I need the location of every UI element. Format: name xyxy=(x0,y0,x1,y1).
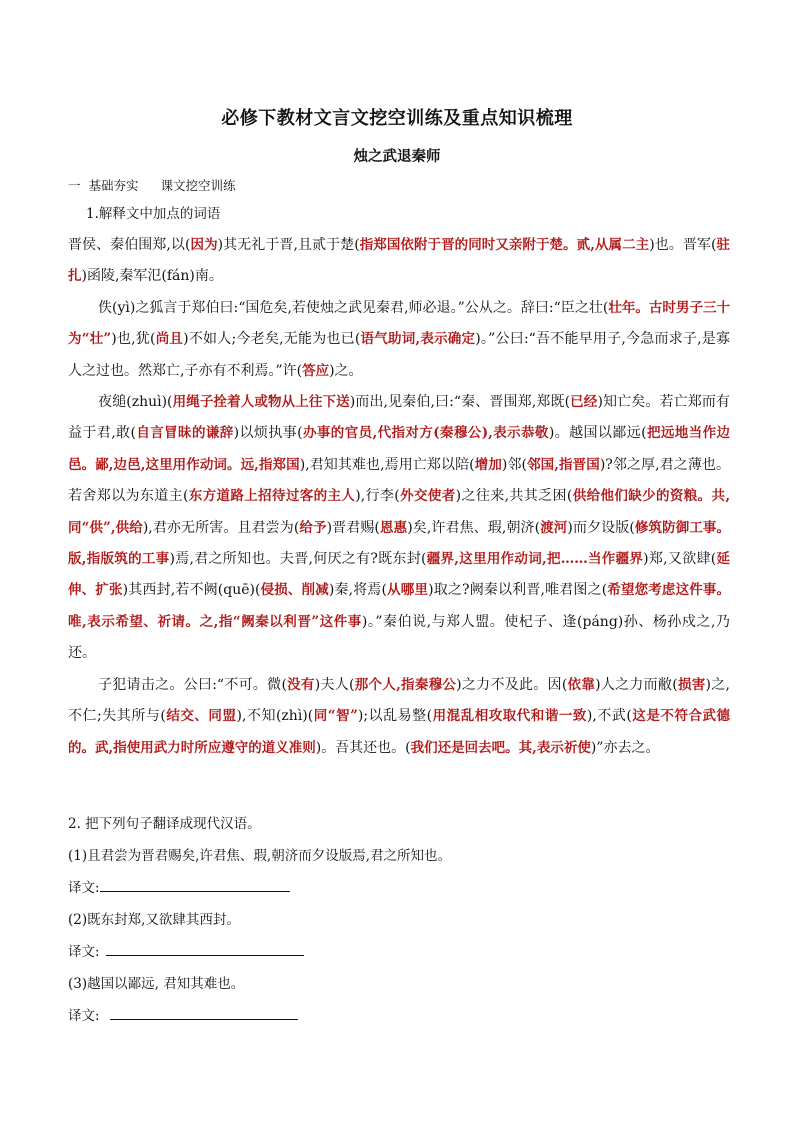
passage-text: )之。 xyxy=(329,362,363,379)
passage-text: )之,不仁;失其所与( xyxy=(68,676,730,725)
answer-annotation: 用绳子拴着人或物从上往下送 xyxy=(172,394,350,411)
answer-annotation: 依靠 xyxy=(567,676,596,693)
answer-annotation: 恩惠 xyxy=(379,519,408,536)
q2-answer-row-1 xyxy=(68,872,728,904)
answer-annotation: 办事的官员,代指对方(秦穆公),表示恭敬 xyxy=(302,425,549,442)
answer-annotation: 东方道路上招待过客的主人 xyxy=(188,488,356,505)
passage-text: 夜缒(zhuì)( xyxy=(98,394,173,411)
answer-blank-3[interactable] xyxy=(110,1005,298,1020)
passage-text: ),不武( xyxy=(586,708,632,725)
passage-paragraph xyxy=(68,387,730,670)
passage-text: )郑,又欲肆( xyxy=(643,551,717,568)
section-label: 基础夯实 xyxy=(88,178,139,193)
passage-text: )之力不及此。因( xyxy=(456,676,568,693)
answer-annotation: 结交、同盟 xyxy=(165,708,237,725)
q2-answer-row-3 xyxy=(68,1000,728,1032)
answer-annotation: 已经 xyxy=(570,394,598,411)
answer-annotation: 指郑国依附于晋的同时又亲附于楚。贰,从属二主 xyxy=(359,237,650,253)
answer-annotation: 答应 xyxy=(302,362,330,379)
passage-text: )。吾其还也。( xyxy=(315,739,411,756)
answer-annotation: 用混乱相攻取代和谐一致 xyxy=(432,708,587,725)
passage-text: 子犯请击之。公曰:“不可。微( xyxy=(98,676,287,693)
passage-text: )邻( xyxy=(501,456,528,473)
answer-label: 译文: xyxy=(68,1008,100,1024)
passage-text: )其西封,若不阙(quē)( xyxy=(122,582,261,599)
answer-annotation: 外交使者 xyxy=(399,488,456,505)
passage-text: )函陵,秦军氾(fán)南。 xyxy=(81,268,223,285)
answer-annotation: 把远地当作边邑。鄙,边邑,这里用作动词。远,指郑国 xyxy=(68,425,730,473)
q2-sentence-1: (1)且君尝为晋君赐矣,许君焦、瑕,朝济而夕设版焉,君之所知也。 xyxy=(68,848,451,864)
question-2-label: 2. 把下列句子翻译成现代汉语。 xyxy=(68,816,261,832)
answer-blank-2[interactable] xyxy=(106,941,304,956)
passage-text: )而出,见秦伯,曰:“秦、晋围郑,郑既( xyxy=(349,394,571,411)
answer-annotation: 增加 xyxy=(474,456,502,473)
answer-annotation: 没有 xyxy=(286,676,315,693)
passage-text: ),行李( xyxy=(355,488,400,505)
question-2 xyxy=(68,808,728,1032)
answer-annotation: 从哪里 xyxy=(387,582,429,599)
passage-text: )秦,将焉( xyxy=(328,582,387,599)
answer-annotation: 我们还是回去吧。其,表示祈使 xyxy=(410,739,591,756)
answer-annotation: 损害 xyxy=(677,676,706,693)
section-subtitle: 课文挖空训练 xyxy=(160,178,236,193)
answer-annotation: 壮年。古时男子三十为“壮” xyxy=(68,299,731,348)
passage-text: ),君亦无所害。且君尝为( xyxy=(142,519,300,536)
passage-text: )以烦执事( xyxy=(233,425,303,442)
passage-text: )也,犹( xyxy=(111,331,156,348)
passage-text: )其无礼于晋,且贰于楚( xyxy=(217,237,360,253)
answer-annotation: 侵损、削减 xyxy=(260,582,329,599)
document-title: 必修下教材文言文挖空训练及重点知识梳理 xyxy=(221,108,573,129)
passage-text: ),不知(zhì)( xyxy=(236,708,314,725)
answer-annotation: 尚且 xyxy=(155,331,184,348)
passage-text: )夫人( xyxy=(314,676,355,693)
passage-text: )?邻之厚,君之薄也。若舍郑以为东道主( xyxy=(68,456,730,505)
answer-annotation: 这是不符合武德的。武,指使用武力时所应遵守的道义准则 xyxy=(68,708,731,756)
q2-sentence-2: (2)既东封郑,又欲肆其西封。 xyxy=(68,912,240,928)
passage-text: )焉,君之所知也。夫晋,何厌之有?既东封( xyxy=(169,551,427,568)
answer-annotation: 希望您考虑这件事。唯,表示希望、祈请。之,指“阙秦以利晋”这件事 xyxy=(68,582,731,630)
lesson-title: 烛之武退秦师 xyxy=(353,148,441,165)
answer-label: 译文: xyxy=(68,944,100,960)
passage-text: )人之力而敝( xyxy=(595,676,678,693)
passage-text: ),君知其难也,焉用亡郑以陪( xyxy=(299,456,475,473)
passage-text: 佚(yì)之狐言于郑伯曰:“国危矣,若使烛之武见秦君,师必退。”公从之。辞曰:“臣之壮( xyxy=(98,299,609,316)
answer-annotation: 给予 xyxy=(299,519,327,536)
question-1-label: 1.解释文中加点的词语 xyxy=(86,206,221,222)
passage-paragraph xyxy=(68,670,730,764)
section-number: 一 xyxy=(68,178,81,193)
q2-sentence-3: (3)越国以鄙远, 君知其难也。 xyxy=(68,976,245,992)
passage-text: )之往来,共其乏困( xyxy=(455,488,573,505)
passage-text: )。”秦伯说,与郑人盟。使杞子、逢(páng)孙、杨孙戍之,乃还。 xyxy=(68,613,730,662)
answer-blank-1[interactable] xyxy=(100,877,290,892)
passage-text: )矣,许君焦、瑕,朝济( xyxy=(407,519,541,536)
passage-text: )不如人;今老矣,无能为也已( xyxy=(183,331,361,348)
answer-annotation: 同“智” xyxy=(313,708,358,725)
passage-text: )晋君赐( xyxy=(326,519,380,536)
answer-annotation: 那个人,指秦穆公 xyxy=(354,676,457,693)
answer-annotation: 因为 xyxy=(190,237,218,253)
passage-text: )。越国以鄙远( xyxy=(548,425,647,442)
answer-annotation: 渡河 xyxy=(540,519,568,536)
answer-label: 译文: xyxy=(68,880,100,896)
answer-annotation: 疆界,这里用作动词,把……当作疆界 xyxy=(426,551,644,568)
passage-paragraph xyxy=(68,230,730,293)
annotated-passage xyxy=(68,230,730,764)
passage-text: )也。晋军( xyxy=(649,237,717,253)
answer-annotation: 自言冒昧的谦辞 xyxy=(135,425,234,442)
passage-text: )取之?阙秦以利晋,唯君图之( xyxy=(428,582,608,599)
passage-paragraph xyxy=(68,293,730,387)
section-heading xyxy=(68,176,240,194)
passage-text: )”亦去之。 xyxy=(590,739,660,756)
answer-annotation: 语气助词,表示确定 xyxy=(360,331,476,348)
passage-text: 晋侯、秦伯围郑,以( xyxy=(68,237,191,253)
answer-annotation: 延伸、扩张 xyxy=(68,551,731,599)
answer-annotation: 修筑防御工事。版,指版筑的工事 xyxy=(68,519,731,568)
answer-annotation: 供给他们缺少的资粮。共,同“供”,供给 xyxy=(68,488,731,536)
q2-answer-row-2 xyxy=(68,936,728,968)
answer-annotation: 邻国,指晋国 xyxy=(527,456,600,473)
passage-text: )。”公曰:“吾不能早用子,今急而求子,是寡人之过也。然郑亡,子亦有不利焉。”许( xyxy=(68,331,731,379)
passage-text: )知亡矣。若亡郑而有益于君,敢( xyxy=(68,394,730,442)
passage-text: )而夕设版( xyxy=(567,519,635,536)
answer-annotation: 驻扎 xyxy=(68,237,731,285)
passage-text: );以乱易整( xyxy=(357,708,433,725)
